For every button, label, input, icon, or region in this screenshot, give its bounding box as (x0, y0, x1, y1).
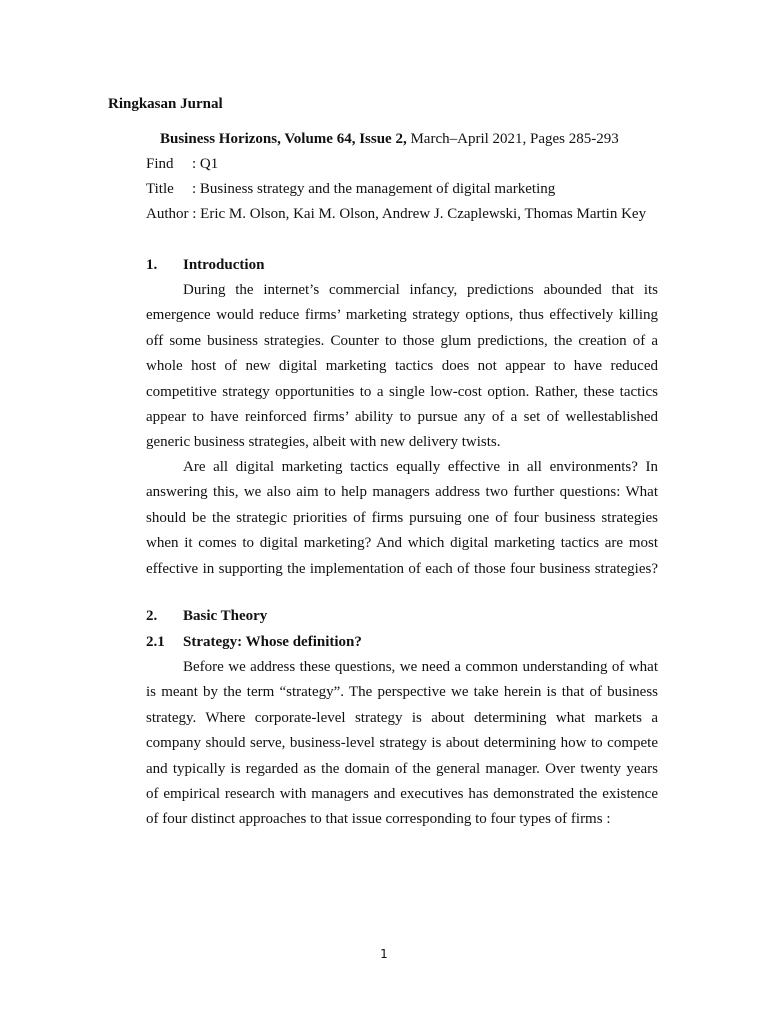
paragraph-line: appear to have reinforced firms’ ability to pursue any of a set of wellestablished (146, 409, 658, 426)
subsection-2-1-title: Strategy: Whose definition? (183, 634, 362, 650)
page-number: 1 (380, 947, 388, 961)
section-1-title: Introduction (183, 257, 265, 273)
meta-title-value: : Business strategy and the management of digital marketing (192, 181, 556, 197)
subsection-2-1-heading (146, 634, 362, 651)
paragraph-line: Before we address these questions, we need a common understanding of what (183, 659, 658, 675)
journal-citation-bold: Business Horizons, Volume 64, Issue 2, (160, 131, 407, 147)
section-2-paragraph-1 (146, 655, 658, 833)
journal-citation-dates: March–April 2021, Pages 285-293 (406, 131, 619, 147)
section-1-heading (146, 257, 264, 274)
paragraph-line: of four distinct approaches to that issue corresponding to four types of firms : (146, 811, 611, 828)
paragraph-line: of empirical research with managers and executives has demonstrated the existence (146, 786, 658, 803)
paragraph-line: competitive strategy opportunities to a single low-cost option. Rather, these tactics (146, 383, 658, 400)
paragraph-line: whole host of new digital marketing tactics does not appear to have reduced (146, 358, 658, 375)
meta-find-label: Find (146, 156, 174, 172)
paragraph-line: During the internet’s commercial infancy, predictions abounded that its (183, 282, 658, 298)
section-1-paragraph-2 (146, 455, 658, 582)
paragraph-line: and typically is regarded as the domain of the general manager. Over twenty years (146, 760, 658, 777)
paragraph-line: should be the strategic priorities of firms pursuing one of four business strategies (146, 509, 658, 526)
paragraph-line: is meant by the term “strategy”. The perspective we take herein is that of business (146, 684, 658, 701)
section-2-title: Basic Theory (183, 608, 268, 624)
paragraph-line: effective in supporting the implementation of each of those four business strategies? (146, 560, 658, 577)
paragraph-line: strategy. Where corporate-level strategy is about determining what markets a (146, 709, 658, 726)
subsection-2-1-number: 2.1 (146, 634, 165, 650)
paragraph-line: Are all digital marketing tactics equally effective in all environments? In (183, 459, 658, 475)
meta-author-value: : Eric M. Olson, Kai M. Olson, Andrew J. Czaplewski, Thomas Martin Key (188, 206, 647, 222)
meta-author-label: Author (146, 206, 189, 222)
paragraph-line: emergence would reduce firms’ marketing strategy options, thus effectively killing (146, 307, 658, 324)
paragraph-line: company should serve, business-level strategy is about determining how to compete (146, 735, 658, 752)
meta-title-row (146, 181, 555, 198)
section-1-number: 1. (146, 257, 158, 273)
document-heading: Ringkasan Jurnal (108, 96, 223, 112)
section-1-paragraph-1 (146, 278, 658, 456)
meta-find-row (146, 156, 218, 173)
paragraph-line: generic business strategies, albeit with new delivery twists. (146, 434, 501, 451)
paragraph-line: answering this, we also aim to help managers address two further questions: What (146, 484, 658, 501)
paragraph-line: when it comes to digital marketing? And which digital marketing tactics are most (146, 535, 658, 552)
paragraph-line: off some business strategies. Counter to those glum predictions, the creation of a (146, 332, 658, 349)
section-2-heading (146, 608, 267, 625)
meta-title-label: Title (146, 181, 174, 197)
meta-author-row (146, 206, 646, 223)
section-2-number: 2. (146, 608, 158, 624)
journal-citation (160, 131, 619, 148)
meta-find-value: : Q1 (192, 156, 219, 172)
